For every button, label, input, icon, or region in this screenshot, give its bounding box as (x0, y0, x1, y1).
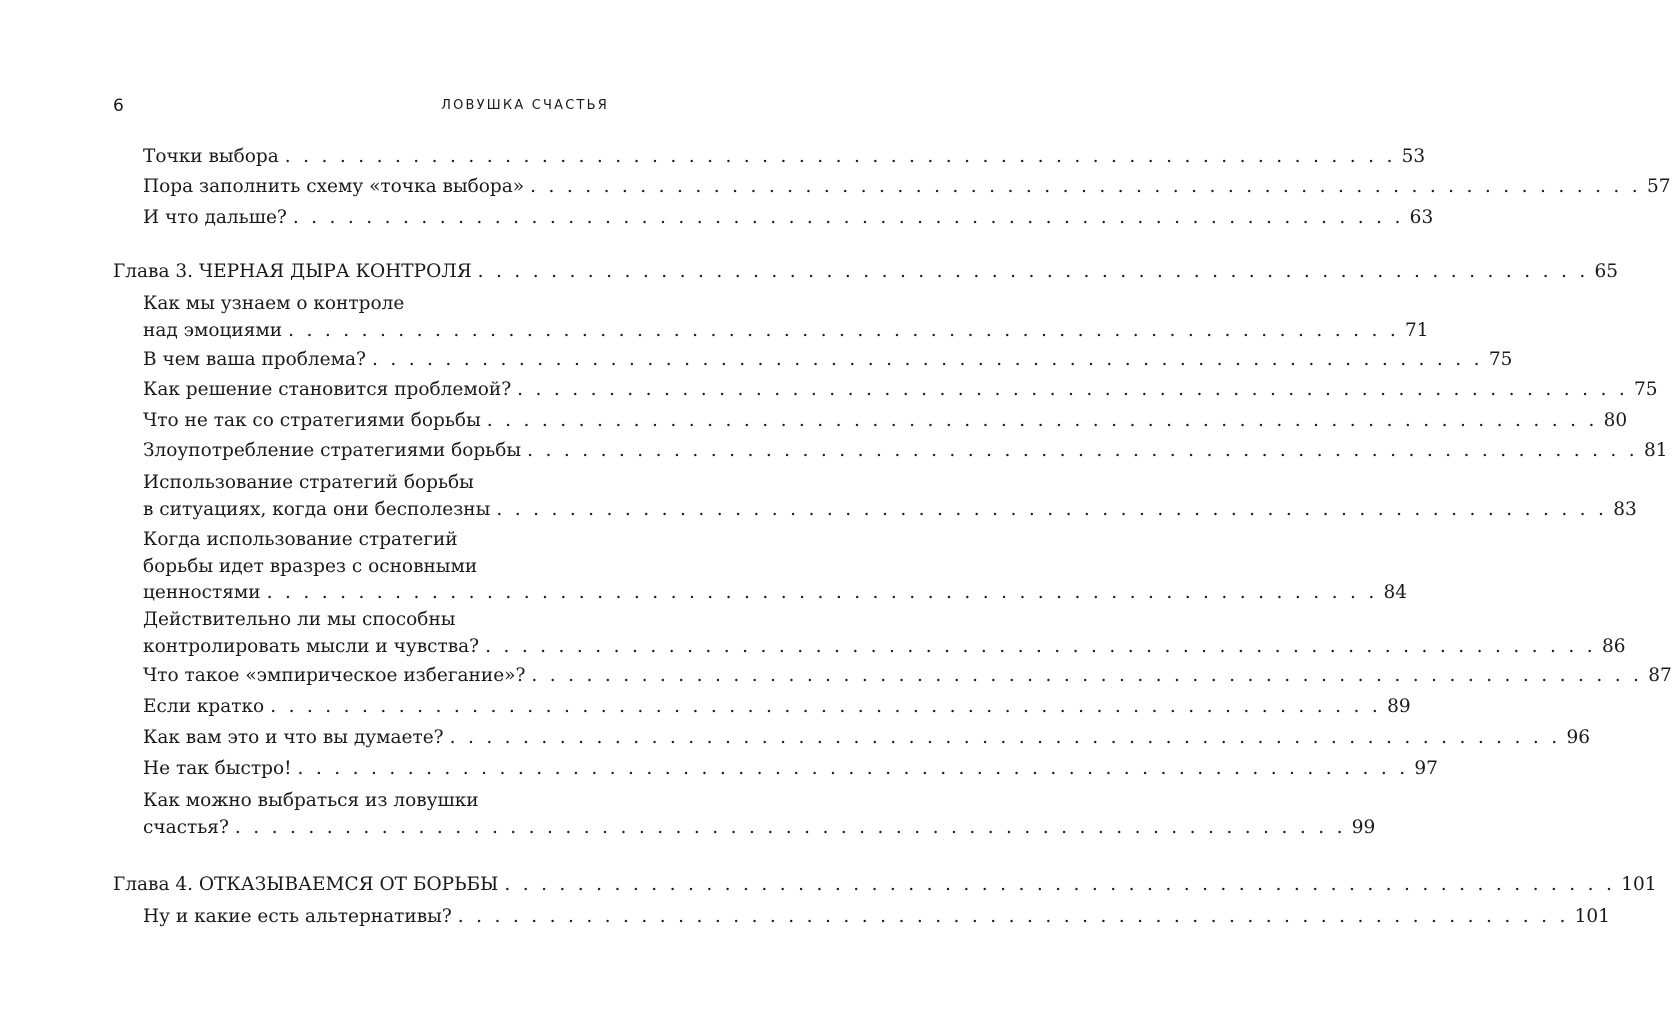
toc-entry[interactable] (143, 291, 1429, 344)
dot-leader: . . . . . . . . . . . . . . . . . . . . . . . . . . . . . . . . . . . . . . . . . . . . . . . . . . . . . . . . . . . . . (531, 665, 1643, 686)
toc-entry-title: контролировать мысли и чувства? (143, 635, 480, 657)
toc-entry-title: Не так быстро! (143, 758, 292, 779)
toc-page-number: 75 (1634, 379, 1658, 400)
toc-chapter-title: Глава 3. ЧЕРНАЯ ДЫРА КОНТРОЛЯ (113, 261, 472, 282)
running-title: ЛОВУШКА СЧАСТЬЯ (441, 98, 609, 113)
dot-leader: . . . . . . . . . . . . . . . . . . . . . . . . . . . . . . . . . . . . . . . . . . . . . . . . . . . . . . . . . . . . . (527, 440, 1638, 461)
toc-page-number: 83 (1613, 498, 1637, 520)
toc-entry[interactable] (143, 377, 1658, 404)
dot-leader: . . . . . . . . . . . . . . . . . . . . . . . . . . . . . . . . . . . . . . . . . . . . . . . . . . . . . . . . . . . . . (284, 146, 1396, 167)
toc-page-number: 97 (1414, 758, 1438, 779)
toc-page-number: 81 (1643, 440, 1668, 461)
toc-entry-title: Что такое «эмпирическое избегание»? (143, 665, 526, 686)
toc-entry[interactable] (143, 174, 1671, 201)
toc-entry-title-line: Как мы узнаем о контроле (143, 293, 405, 314)
toc-entry-title-line: Как можно выбраться из ловушки (143, 790, 479, 811)
toc-entry-title: в ситуациях, когда они бесполезны (143, 498, 491, 520)
toc-entry[interactable] (143, 470, 1637, 523)
toc-entry[interactable] (143, 725, 1590, 752)
toc-entry[interactable] (143, 205, 1434, 232)
dot-leader: . . . . . . . . . . . . . . . . . . . . . . . . . . . . . . . . . . . . . . . . . . . . . . . . . . . . . . . . . . . . . (477, 261, 1589, 282)
toc-page-number: 65 (1594, 261, 1619, 282)
toc-entry[interactable] (143, 144, 1426, 171)
toc-page-number: 96 (1566, 727, 1590, 748)
toc-page-number: 63 (1409, 207, 1434, 228)
toc-chapter-entry[interactable] (113, 872, 1657, 899)
toc-entry-title: Ну и какие есть альтернативы? (143, 906, 452, 927)
toc-page-number: 53 (1401, 146, 1426, 167)
page-number: 6 (113, 96, 124, 116)
dot-leader: . . . . . . . . . . . . . . . . . . . . . . . . . . . . . . . . . . . . . . . . . . . . . . . . . . . . . . . . . . . . . (297, 758, 1409, 779)
toc-entry[interactable] (143, 904, 1610, 931)
toc-page-number: 80 (1603, 410, 1628, 431)
dot-leader: . . . . . . . . . . . . . . . . . . . . . . . . . . . . . . . . . . . . . . . . . . . . . . . . . . . . . . . . . . . . . (486, 410, 1598, 431)
toc-entry[interactable] (143, 607, 1626, 660)
dot-leader: . . . . . . . . . . . . . . . . . . . . . . . . . . . . . . . . . . . . . . . . . . . . . . . . . . . . . . . . . . . . . (449, 727, 1561, 748)
toc-chapter-title: Глава 4. ОТКАЗЫВАЕМСЯ ОТ БОРЬБЫ (113, 874, 499, 895)
page-header (0, 96, 691, 120)
toc-page-number: 86 (1601, 635, 1626, 657)
dot-leader: . . . . . . . . . . . . . . . . . . . . . . . . . . . . . . . . . . . . . . . . . . . . . . . . . . . . . . . . . . . . . (517, 379, 1628, 400)
toc-entry[interactable] (143, 663, 1672, 690)
toc-entry-title-line: Действительно ли мы способны (143, 609, 456, 630)
dot-leader: . . . . . . . . . . . . . . . . . . . . . . . . . . . . . . . . . . . . . . . . . . . . . . . . . . . . . . . . . . . . . (270, 696, 1382, 717)
toc-entry-title-line: Когда использование стратегий (143, 529, 458, 550)
toc-entry-title: Пора заполнить схему «точка выбора» (143, 176, 525, 197)
toc-entry-title: В чем ваша проблема? (143, 349, 366, 370)
dot-leader: . . . . . . . . . . . . . . . . . . . . . . . . . . . . . . . . . . . . . . . . . . . . . . . . . . . . . . . . . . . . . (485, 635, 1596, 657)
toc-page-number: 89 (1387, 696, 1411, 717)
toc-entry[interactable] (143, 347, 1513, 374)
toc-entry[interactable] (143, 694, 1411, 721)
toc-page-number: 71 (1405, 319, 1429, 341)
toc-page-number: 101 (1574, 906, 1610, 927)
toc-entry-title: Точки выбора (143, 146, 279, 167)
toc-page-number: 84 (1383, 582, 1408, 603)
toc-entry[interactable] (143, 756, 1438, 783)
dot-leader: . . . . . . . . . . . . . . . . . . . . . . . . . . . . . . . . . . . . . . . . . . . . . . . . . . . . . . . . . . . . . (234, 816, 1346, 838)
toc-page-number: 57 (1646, 176, 1671, 197)
toc-entry-title: ценностями (143, 582, 261, 603)
toc-page-number: 101 (1621, 874, 1657, 895)
toc-page-number: 99 (1351, 816, 1376, 838)
dot-leader: . . . . . . . . . . . . . . . . . . . . . . . . . . . . . . . . . . . . . . . . . . . . . . . . . . . . . . . . . . . . . (530, 176, 1641, 197)
toc-entry[interactable] (143, 408, 1628, 435)
dot-leader: . . . . . . . . . . . . . . . . . . . . . . . . . . . . . . . . . . . . . . . . . . . . . . . . . . . . . . . . . . . . . (292, 207, 1404, 228)
toc-entry[interactable] (143, 788, 1376, 841)
toc-entry-title: над эмоциями (143, 319, 283, 341)
toc-entry-title-line: Использование стратегий борьбы (143, 472, 474, 493)
dot-leader: . . . . . . . . . . . . . . . . . . . . . . . . . . . . . . . . . . . . . . . . . . . . . . . . . . . . . . . . . . . . . (266, 582, 1378, 603)
dot-leader: . . . . . . . . . . . . . . . . . . . . . . . . . . . . . . . . . . . . . . . . . . . . . . . . . . . . . . . . . . . . . (496, 498, 1608, 520)
toc-entry-title: Что не так со стратегиями борьбы (143, 410, 481, 431)
toc-entry-title: Злоупотребление стратегиями борьбы (143, 440, 522, 461)
toc-entry-title-line: борьбы идет вразрез с основными (143, 555, 478, 577)
toc-entry-title: Как вам это и что вы думаете? (143, 727, 444, 748)
toc-entry-title: Как решение становится проблемой? (143, 379, 512, 400)
toc-page-number: 87 (1648, 665, 1672, 686)
dot-leader: . . . . . . . . . . . . . . . . . . . . . . . . . . . . . . . . . . . . . . . . . . . . . . . . . . . . . . . . . . . . . (371, 349, 1483, 370)
dot-leader: . . . . . . . . . . . . . . . . . . . . . . . . . . . . . . . . . . . . . . . . . . . . . . . . . . . . . . . . . . . . . (288, 319, 1399, 341)
toc-entry-title: Если кратко (143, 696, 265, 717)
toc-page-number: 75 (1488, 349, 1513, 370)
toc-entry[interactable] (143, 527, 1408, 607)
toc-entry-title: счастья? (143, 816, 229, 838)
toc-entry[interactable] (143, 438, 1668, 465)
dot-leader: . . . . . . . . . . . . . . . . . . . . . . . . . . . . . . . . . . . . . . . . . . . . . . . . . . . . . . . . . . . . . (504, 874, 1616, 895)
toc-chapter-entry[interactable] (113, 259, 1619, 286)
dot-leader: . . . . . . . . . . . . . . . . . . . . . . . . . . . . . . . . . . . . . . . . . . . . . . . . . . . . . . . . . . . . . (457, 906, 1569, 927)
toc-entry-title: И что дальше? (143, 207, 287, 228)
